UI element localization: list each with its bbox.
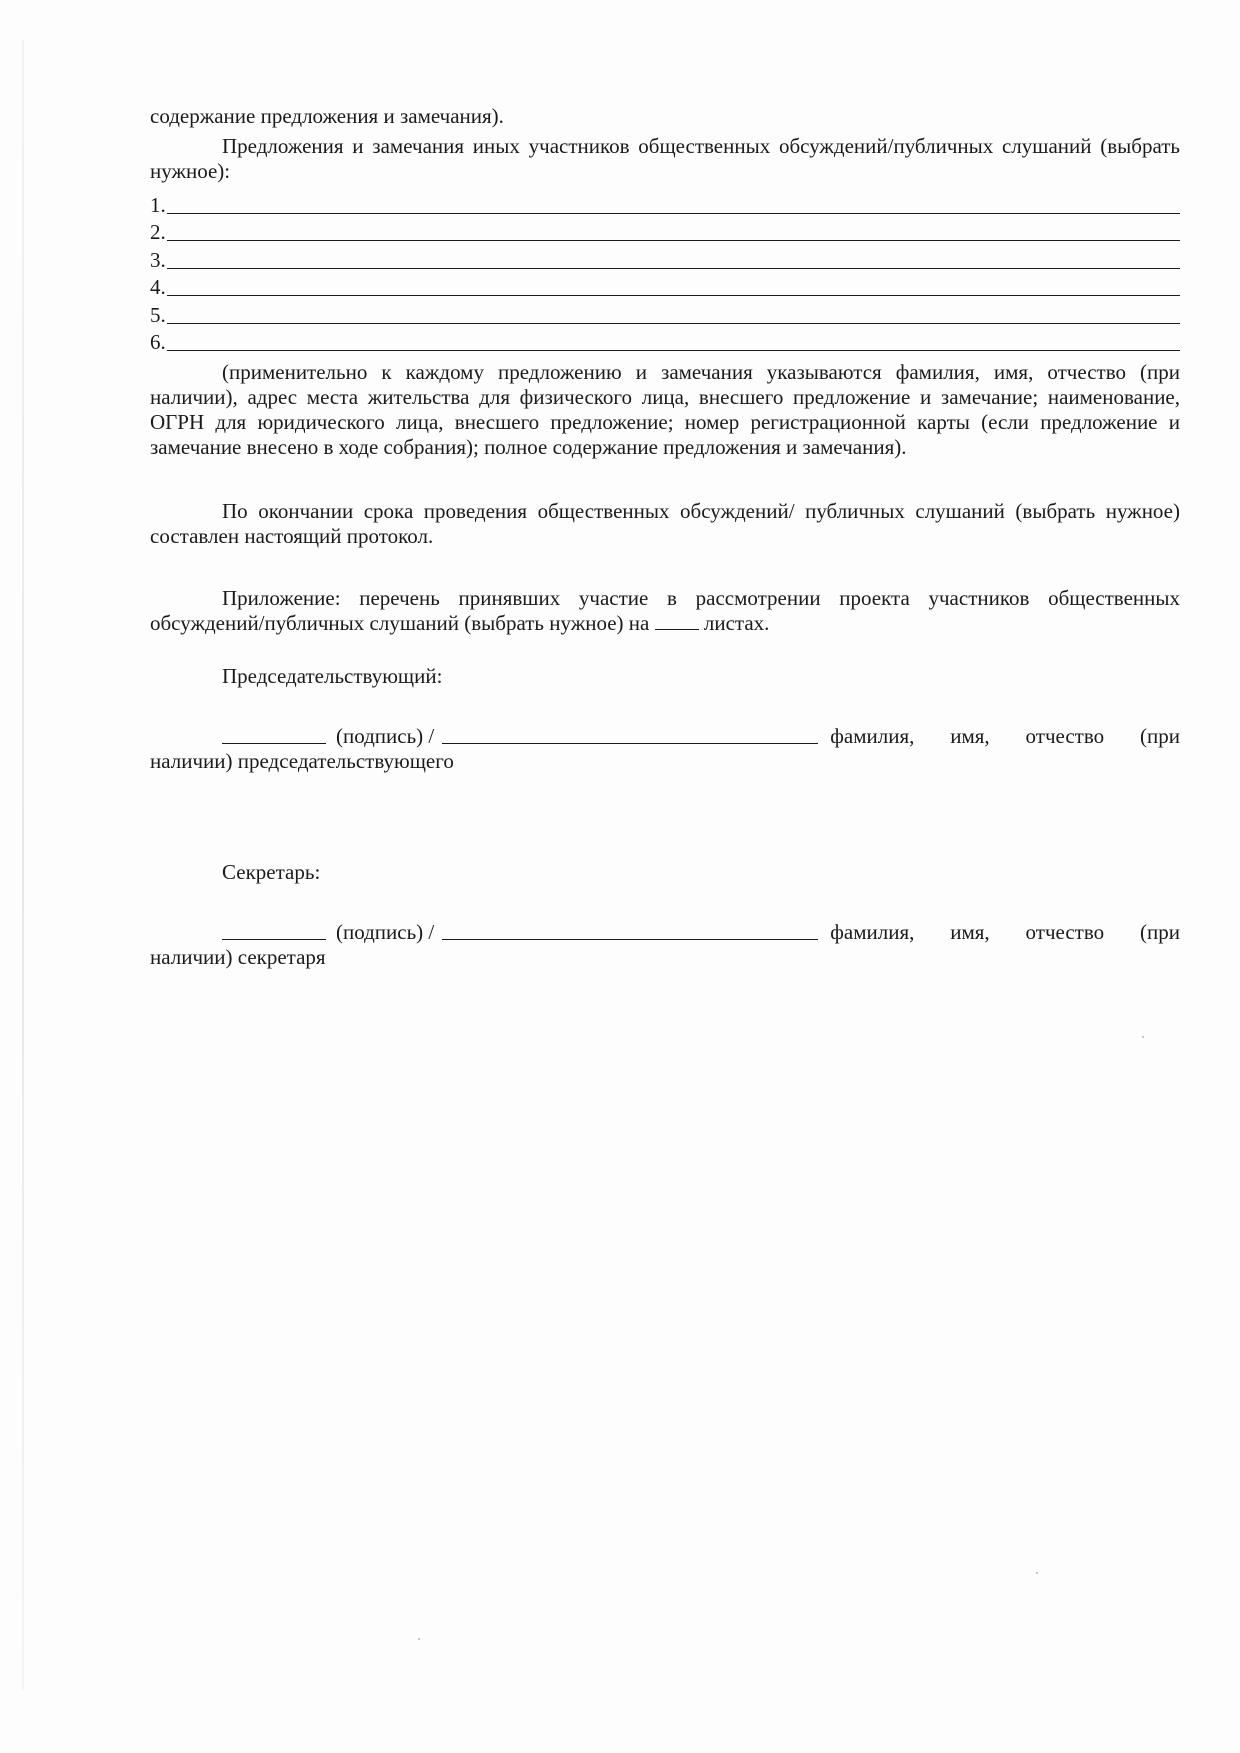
list-item-number: 4. [150,275,166,299]
chair-role-label: Председательствующий: [222,664,443,688]
list-item [150,328,1180,356]
scan-edge-shadow [22,40,24,1690]
chair-signature-block [150,724,1180,774]
secretary-role-label: Секретарь: [222,860,321,884]
secretary-signature-label: (подпись) / [336,920,435,944]
list-item-number: 3. [150,247,166,272]
list-item [150,300,1180,328]
list-item-number: 6. [150,330,166,354]
secretary-signature-blank[interactable] [222,921,326,940]
blank-line[interactable] [167,195,1180,214]
chair-name-label: фамилия, имя, отчество (при [830,724,1180,748]
secretary-signature-block [150,920,1180,970]
chair-name-blank[interactable] [442,725,818,744]
list-item-number: 1. [150,192,166,217]
chair-name-label-cont: наличии) председательствующего [150,749,454,773]
paragraph-continuation: содержание предложения и замечания). [150,104,504,128]
list-item [150,245,1180,273]
list-item-number: 2. [150,220,166,244]
blank-line[interactable] [167,277,1180,296]
secretary-name-label: фамилия, имя, отчество (при [830,920,1180,944]
blank-line[interactable] [167,332,1180,351]
list-item-number: 5. [150,302,166,327]
appendix-text: Приложение: перечень принявших участие в рассмотрении проекта участников общественных обсуждений/публичных слушаний (выбрать нужное) на [150,586,1180,635]
paragraph-intro: Предложения и замечания иных участников общественных обсуждений/публичных слушаний (выбрать нужное): [150,134,1180,183]
paragraph-instructions-note: (применительно к каждому предложению и замечания указываются фамилия, имя, отчество (при наличии), адрес места жительства для физического лица, внесшего предложение и замечание; наименование, ОГРН для юридического лица, внесшего предложение; номер регистрационной карты (если предложение и замечание внесено в ходе собрания); полное содержание предложения и замечания). [150,360,1180,459]
secretary-name-label-cont: наличии) секретаря [150,945,326,969]
chair-signature-label: (подпись) / [336,724,435,748]
scan-speck [418,1638,420,1640]
paragraph-appendix [150,586,1180,636]
blank-line[interactable] [167,305,1180,324]
blank-line[interactable] [167,250,1180,269]
list-item [150,218,1180,246]
list-item [150,273,1180,301]
sheet-count-blank[interactable] [655,613,699,630]
list-item [150,190,1180,218]
secretary-name-blank[interactable] [442,921,818,940]
proposals-list [150,190,1180,355]
appendix-text-end: листах. [703,611,770,635]
scan-speck [1142,1036,1144,1038]
blank-line[interactable] [167,222,1180,241]
chair-signature-blank[interactable] [222,725,326,744]
scan-speck [1036,1572,1038,1574]
paragraph-closing: По окончании срока проведения общественных обсуждений/ публичных слушаний (выбрать нужное) составлен настоящий протокол. [150,499,1180,548]
